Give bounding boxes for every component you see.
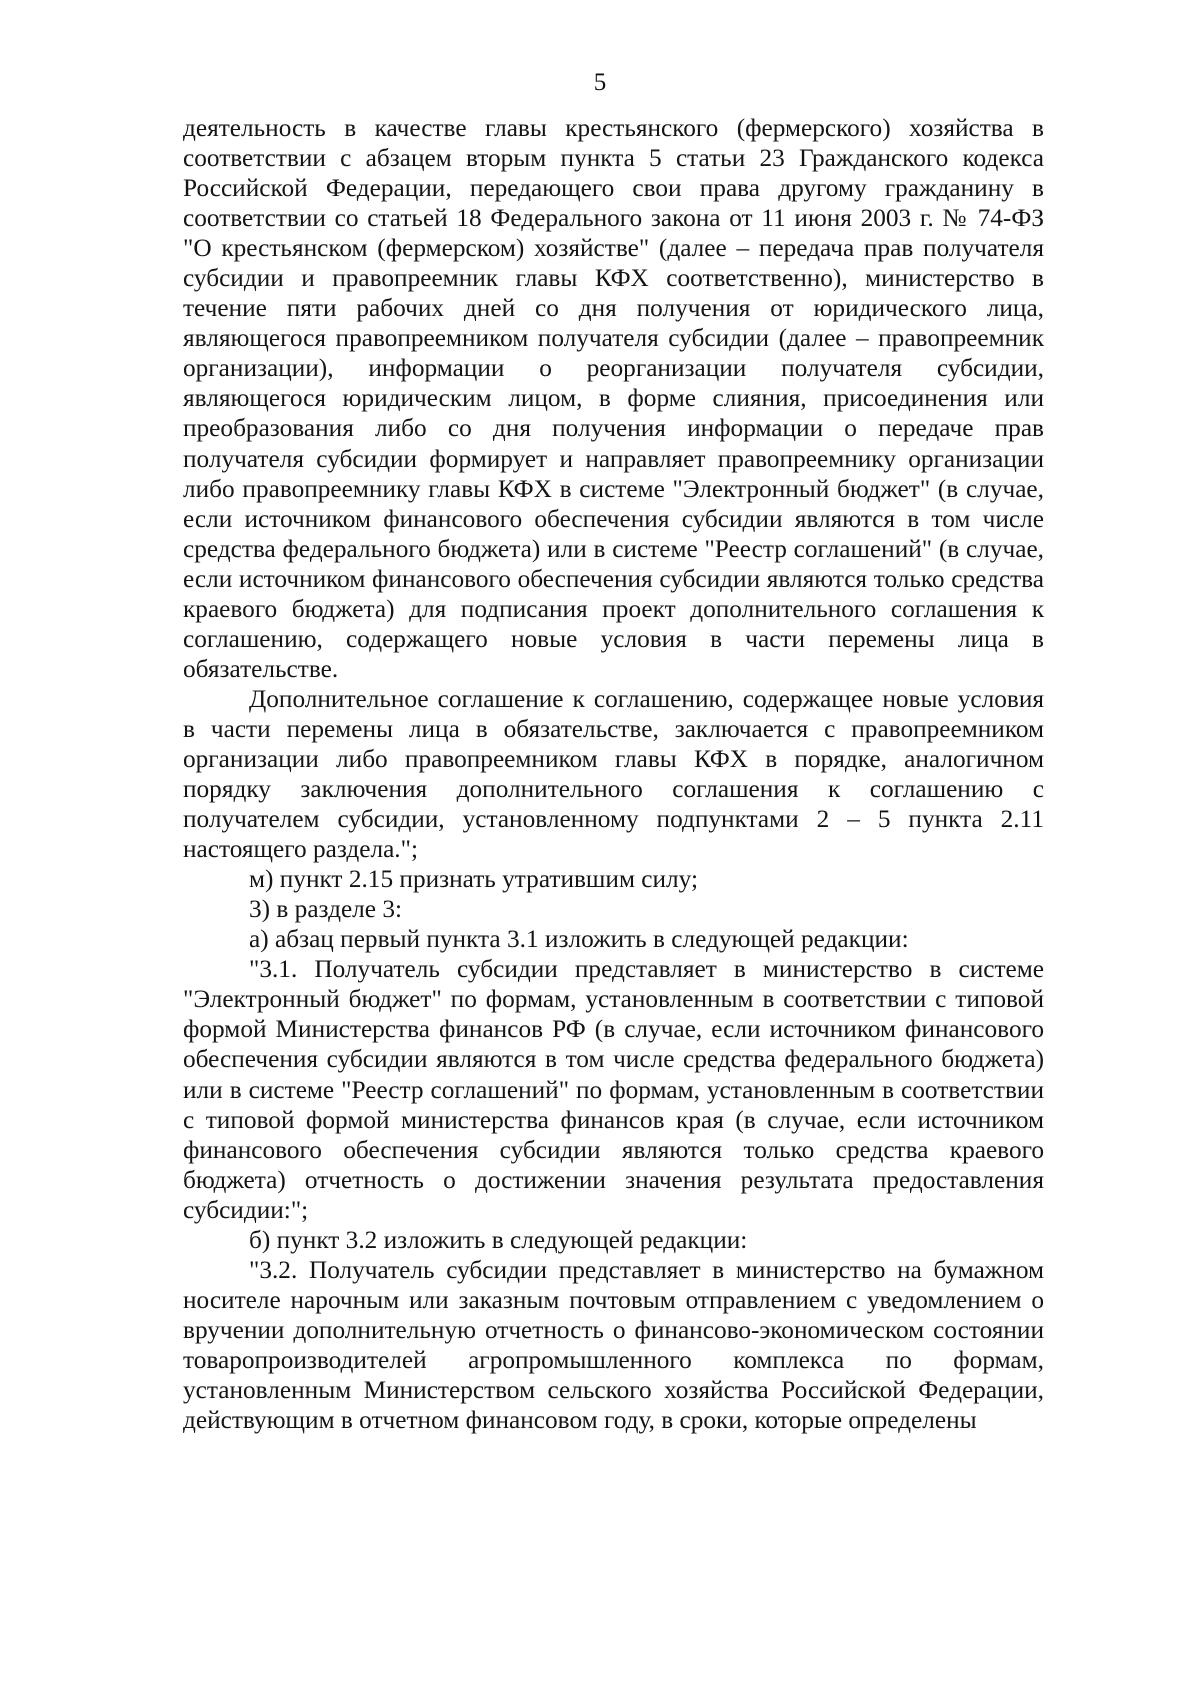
page-number: 5 — [593, 69, 607, 96]
paragraph-item-b: б) пункт 3.2 изложить в следующей редакции: — [249, 1225, 748, 1254]
document-body — [183, 113, 1044, 1435]
paragraph-continuation: деятельность в качестве главы крестьянского (фермерского) хозяйства в соответствии с абзацем вторым пункта 5 статьи 23 Гражданского кодекса Российской Федерации, передающего свои права другому гражданину в соответствии со статьей 18 Федерального закона от 11 июня 2003 г. № 74-ФЗ "О крестьянском (фермерском) хозяйстве" (далее – передача прав получателя субсидии и правопреемник главы КФХ соответственно), министерство в течение пяти рабочих дней со дня получения от юридического лица, являющегося правопреемником получателя субсидии (далее – правопреемник организации), информации о реорганизации получателя субсидии, являющегося юридическим лицом, в форме слияния, присоединения или преобразования либо со дня получения информации о передаче прав получателя субсидии формирует и направляет правопреемнику организации либо правопреемнику главы КФХ в системе "Электронный бюджет" (в случае, если источником финансового обеспечения субсидии являются в том числе средства федерального бюджета) или в системе "Реестр соглашений" (в случае, если источником финансового обеспечения субсидии являются только средства краевого бюджета) для подписания проект дополнительного соглашения к соглашению, содержащего новые условия в части перемены лица в обязательстве. — [183, 114, 1044, 683]
paragraph-section-3: 3) в разделе 3: — [249, 895, 403, 924]
paragraph-additional-agreement: Дополнительное соглашение к соглашению, содержащее новые условия в части перемены лица в обязательстве, заключается с правопреемником организации либо правопреемником главы КФХ в порядке, аналогичном порядку заключения дополнительного соглашения к соглашению с получателем субсидии, установленному подпунктами 2 – 5 пункта 2.11 настоящего раздела."; — [183, 684, 1044, 864]
paragraph-clause-3-1: "3.1. Получатель субсидии представляет в министерство в системе "Электронный бюджет" по формам, установленным в соответствии с типовой формой Министерства финансов РФ (в случае, если источником финансового обеспечения субсидии являются в том числе средства федерального бюджета) или в системе "Реестр соглашений" по формам, установленным в соответствии с типовой формой министерства финансов края (в случае, если источником финансового обеспечения субсидии являются только средства краевого бюджета) отчетность о достижении значения результата предоставления субсидии:"; — [183, 955, 1044, 1224]
paragraph-item-m: м) пункт 2.15 признать утратившим силу; — [249, 865, 699, 894]
paragraph-item-a: а) абзац первый пункта 3.1 изложить в следующей редакции: — [249, 925, 909, 954]
paragraph-clause-3-2: "3.2. Получатель субсидии представляет в министерство на бумажном носителе нарочным или заказным почтовым отправлением с уведомлением о вручении дополнительную отчетность о финансово-экономическом состоянии товаропроизводителей агропромышленного комплекса по формам, установленным Министерством сельского хозяйства Российской Федерации, действующим в отчетном финансовом году, в сроки, которые определены — [183, 1255, 1044, 1435]
